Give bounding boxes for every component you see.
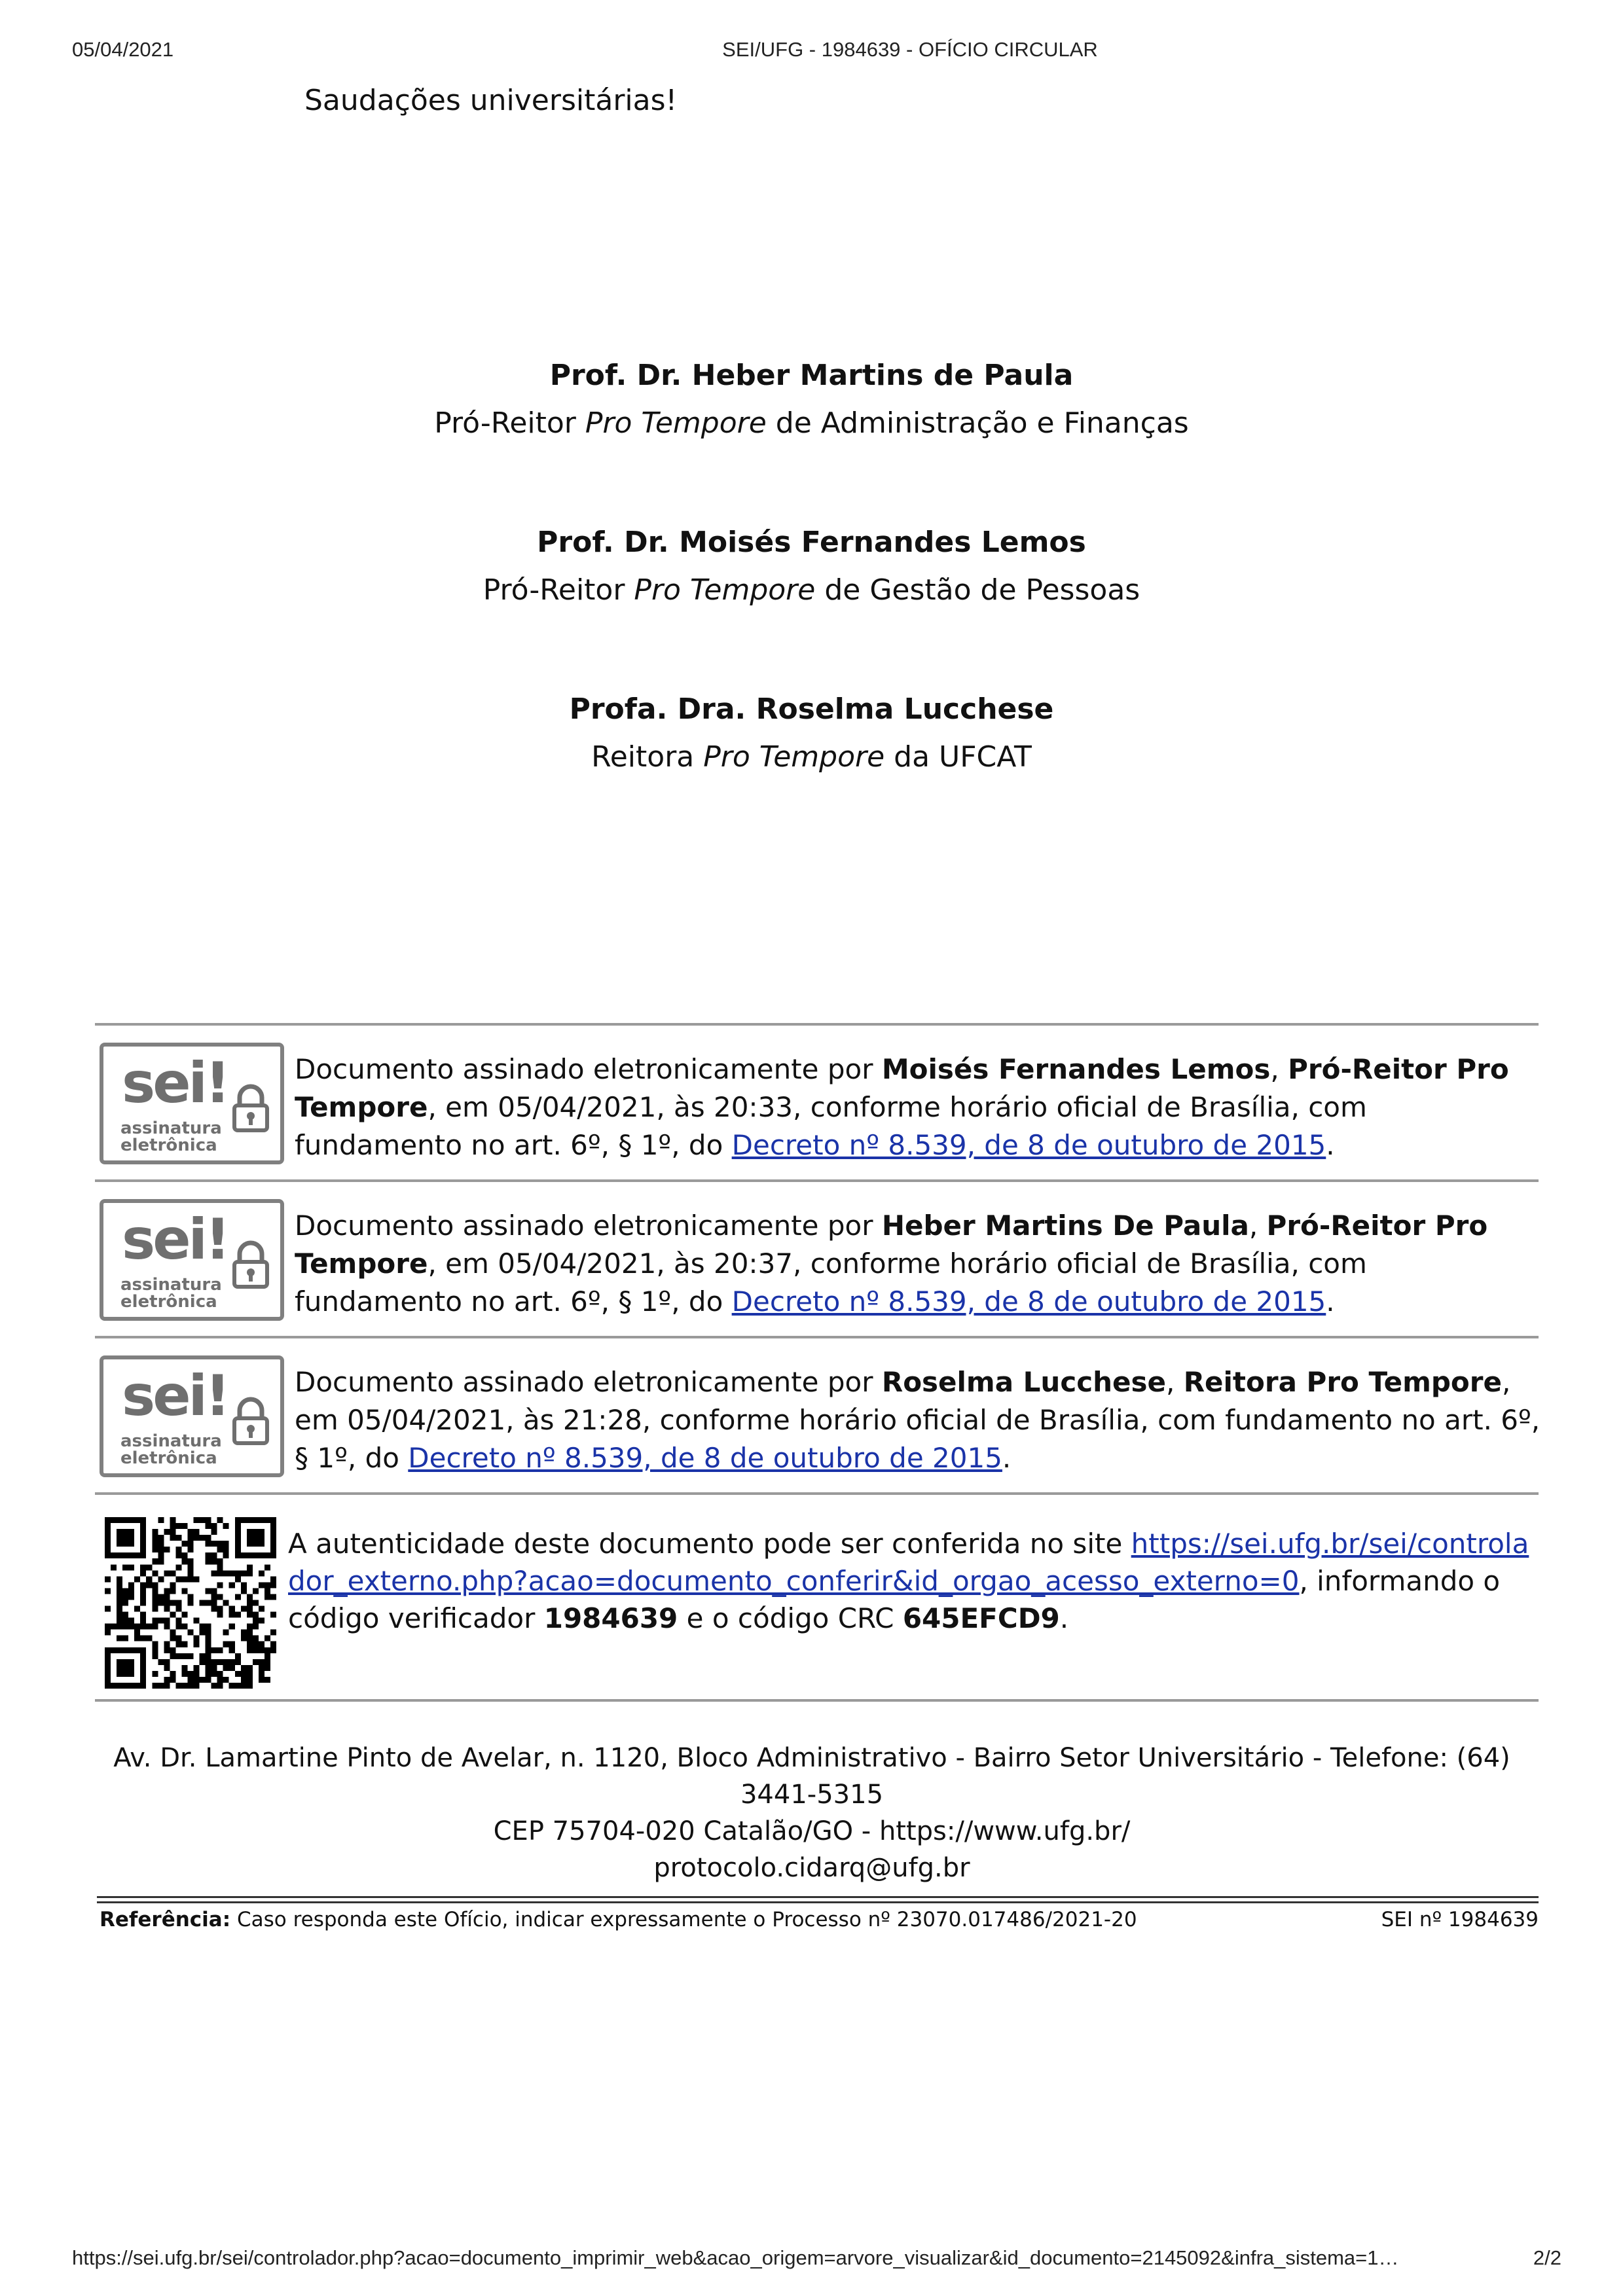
signature-note: Documento assinado eletronicamente por Moisés Fernandes Lemos, Pró-Reitor Pro Tempore, em 05/04/2021, às 20:33, conforme horário oficial de Brasília, com fundamento no art. 6º, § 1º, do Decreto nº 8.539, de 8 de outubro de 2015. (295, 1053, 1509, 1161)
signatory-block (0, 692, 1623, 774)
seal-caption: assinatura eletrônica (120, 1119, 222, 1155)
double-rule-top (97, 1896, 1539, 1898)
print-date: 05/04/2021 (72, 38, 174, 61)
padlock-icon (232, 1396, 270, 1446)
signature-note: Documento assinado eletronicamente por Roselma Lucchese, Reitora Pro Tempore, em 05/04/2021, às 21:28, conforme horário oficial de Brasília, com fundamento no art. 6º, § 1º, do Decreto nº 8.539, de 8 de outubro de 2015. (295, 1366, 1541, 1474)
seal-caption: assinatura eletrônica (120, 1431, 222, 1468)
qr-code-icon (105, 1517, 276, 1689)
divider (95, 1492, 1539, 1495)
sei-logo-text: sei! (122, 1050, 228, 1116)
decree-link[interactable]: Decreto nº 8.539, de 8 de outubro de 2015 (731, 1285, 1326, 1318)
signatory-name: Profa. Dra. Roselma Lucchese (569, 692, 1054, 726)
greeting: Saudações universitárias! (304, 84, 678, 117)
decree-link[interactable]: Decreto nº 8.539, de 8 de outubro de 2015 (731, 1129, 1326, 1161)
reference-text: Referência: Caso responda este Ofício, indicar expressamente o Processo nº 23070.017486/2021-20 (100, 1908, 1137, 1931)
signatory-role: Pró-Reitor Pro Tempore de Administração e Finanças (434, 406, 1189, 440)
sei-logo-text: sei! (122, 1363, 228, 1429)
sei-seal (100, 1199, 284, 1321)
print-title: SEI/UFG - 1984639 - OFÍCIO CIRCULAR (722, 38, 1098, 61)
signatory-name: Prof. Dr. Moisés Fernandes Lemos (537, 526, 1086, 559)
address-line: CEP 75704-020 Catalão/GO - https://www.ufg.br/ (493, 1816, 1131, 1846)
divider (95, 1699, 1539, 1702)
double-rule-bottom (97, 1901, 1539, 1903)
signatory-role: Pró-Reitor Pro Tempore de Gestão de Pessoas (483, 573, 1140, 607)
seal-caption: assinatura eletrônica (120, 1275, 222, 1312)
sei-logo-text: sei! (122, 1207, 228, 1272)
sei-number: SEI nº 1984639 (1381, 1908, 1539, 1931)
verification-link[interactable]: https://sei.ufg.br/sei/controlador_externo.php?acao=documento_conferir&id_orgao_acesso_externo=0 (288, 1528, 1529, 1597)
signatory-name: Prof. Dr. Heber Martins de Paula (549, 359, 1074, 392)
sei-seal (100, 1355, 284, 1477)
signatory-role: Reitora Pro Tempore da UFCAT (591, 740, 1032, 774)
verification-note: A autenticidade deste documento pode ser conferida no site https://sei.ufg.br/sei/controlador_externo.php?acao=documento_conferir&id_orgao_acesso_externo=0, informando o código verificador 1984639 e o código CRC 645EFCD9. (288, 1528, 1529, 1634)
divider (95, 1336, 1539, 1338)
institution-address (98, 1740, 1525, 1886)
decree-link[interactable]: Decreto nº 8.539, de 8 de outubro de 2015 (408, 1442, 1002, 1474)
signatory-block (0, 526, 1623, 607)
divider (95, 1179, 1539, 1182)
print-url: https://sei.ufg.br/sei/controlador.php?acao=documento_imprimir_web&acao_origem=arvore_visualizar&id_documento=2145092&infra_sistema=1… (72, 2246, 1399, 2269)
divider (95, 1023, 1539, 1026)
padlock-icon (232, 1083, 270, 1133)
sei-seal (100, 1043, 284, 1164)
address-email: protocolo.cidarq@ufg.br (653, 1853, 970, 1883)
address-line: Av. Dr. Lamartine Pinto de Avelar, n. 1120, Bloco Administrativo - Bairro Setor Universitário - Telefone: (64) 3441-5315 (113, 1743, 1510, 1810)
signatory-block (0, 359, 1623, 440)
signature-note: Documento assinado eletronicamente por Heber Martins De Paula, Pró-Reitor Pro Tempore, em 05/04/2021, às 20:37, conforme horário oficial de Brasília, com fundamento no art. 6º, § 1º, do Decreto nº 8.539, de 8 de outubro de 2015. (295, 1210, 1488, 1318)
page-number: 2/2 (1533, 2246, 1561, 2269)
padlock-icon (232, 1240, 270, 1289)
